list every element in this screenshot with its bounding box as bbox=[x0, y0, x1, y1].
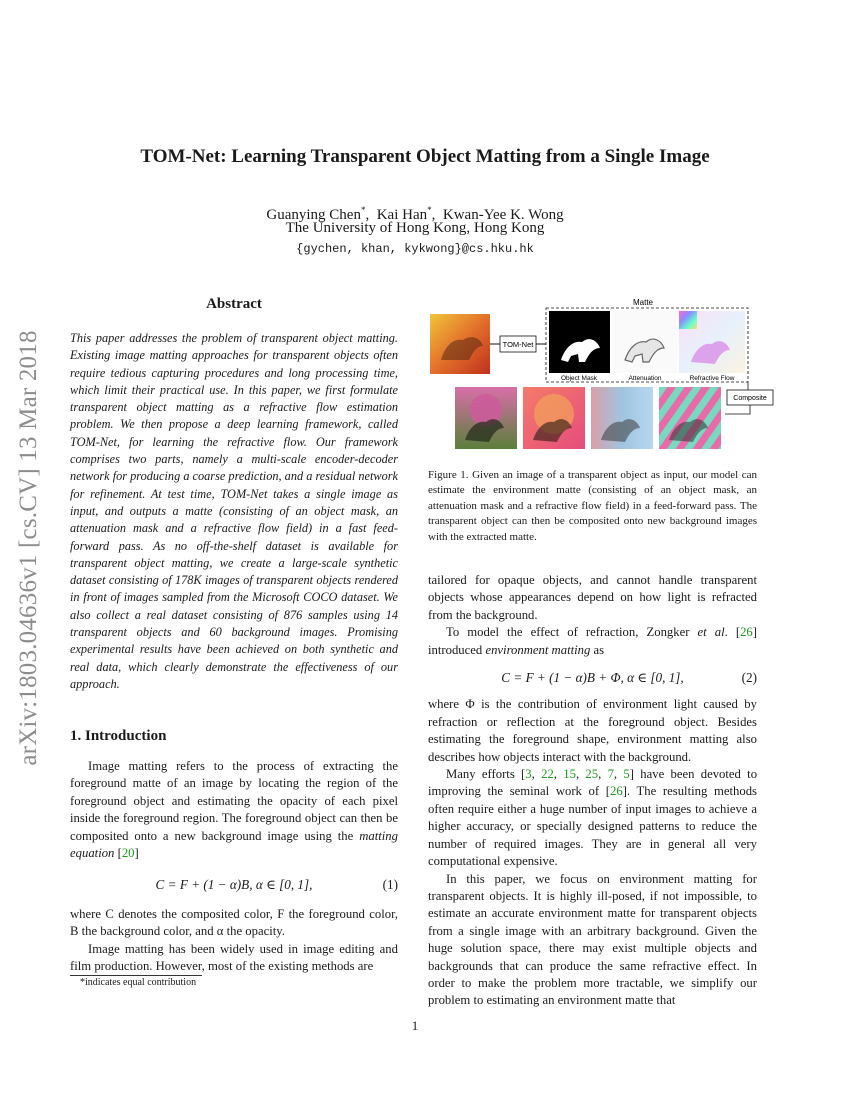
figure-1 bbox=[425, 294, 775, 456]
intro-paragraph: where C denotes the composited color, F the foreground color, B the background color, and α the opacity. bbox=[70, 906, 398, 939]
citation-link[interactable]: 5 bbox=[623, 767, 630, 782]
equation-2: C = F + (1 − α)B + Φ, α ∈ [0, 1], (2) bbox=[501, 670, 757, 686]
abstract-heading: Abstract bbox=[206, 296, 262, 312]
author-name: Kwan-Yee K. Wong bbox=[442, 207, 564, 223]
section-heading-introduction: 1. Introduction bbox=[70, 728, 167, 744]
footnote-rule bbox=[70, 975, 202, 976]
page-number: 1 bbox=[411, 1018, 419, 1033]
body-paragraph: To model the effect of refraction, Zongker et al. [26] introduced environment matting as bbox=[428, 625, 757, 657]
body-paragraph: In this paper, we focus on environment matting for transparent objects. It is highly ill-posed, if not impossible, to estimate an accurate environment matte for transparent objects from a single image with an arbitrary background. Given the huge solution space, there may exist multiple objects and backgrounds that can produce the same refractive effect. In order to make the problem more tractable, we simplify our problem to estimating an environment matte that bbox=[428, 871, 757, 1008]
intro-paragraph: Image matting has been widely used in image editing and film production. However, most of the existing methods are bbox=[70, 941, 398, 974]
body-paragraph: where Φ is the contribution of environment light caused by refraction or reflection at the foreground object. Besides estimating the foreground shape, environment matting also describes how objects interact with the background. bbox=[428, 697, 757, 764]
author-emails: {gychen, khan, kykwong}@cs.hku.hk bbox=[296, 242, 534, 256]
arxiv-stamp bbox=[4, 288, 54, 808]
intro-column bbox=[70, 758, 398, 975]
citation-link[interactable]: 7 bbox=[607, 767, 614, 782]
author-list: Guanying Chen*, Kai Han*, Kwan-Yee K. Wong bbox=[266, 205, 564, 223]
abstract-text: This paper addresses the problem of transparent object matting. Existing image matting approaches for transparent objects often require tedious capturing procedures and long processing time, which limit their practical use. In this paper, we first formulate transparent object matting as a refractive flow estimation problem. We then propose a deep learning framework, called TOM-Net, for learning the refractive flow. Our framework comprises two parts, namely a multi-scale encoder-decoder network for producing a coarse prediction, and a residual network for refinement. At test time, TOM-Net takes a single image as input, and outputs a matte (consisting of an object mask, an attenuation mask and a refractive flow field) in a fast feed-forward pass. As no off-the-shelf dataset is available for transparent object matting, we create a large-scale synthetic dataset consisting of 178K images of transparent objects rendered in front of images sampled from the Microsoft COCO dataset. We also collect a real dataset consisting of 876 samples using 14 transparent objects and 60 background images. Promising experimental results have been achieved on both synthetic and real data, which clearly demonstrate the effectiveness of our approach. bbox=[70, 331, 398, 691]
arxiv-stamp-text: arXiv:1803.04636v1 [cs.CV] 13 Mar 2018 bbox=[15, 330, 42, 766]
label-refractive-flow: Refractive Flow bbox=[689, 375, 735, 382]
equation-1: C = F + (1 − α)B, α ∈ [0, 1], (1) bbox=[155, 877, 398, 893]
label-attenuation: Attenuation bbox=[628, 375, 662, 382]
intro-paragraph: Image matting refers to the process of extracting the foreground matte of an image by locating the region of the foreground object and estimating the opacity of each pixel inside the foreground region. The foreground object can then be composited onto a new background image using the matting equation [20] bbox=[70, 759, 398, 861]
right-column bbox=[428, 572, 757, 1010]
citation-link[interactable]: 22 bbox=[541, 767, 554, 782]
body-paragraph: tailored for opaque objects, and cannot handle transparent objects whose appearances depend on how light is refracted from the background. bbox=[428, 573, 757, 622]
citation-link[interactable]: 15 bbox=[563, 767, 576, 782]
author-name: Guanying Chen bbox=[266, 207, 361, 223]
color-wheel bbox=[679, 311, 697, 329]
citation-link[interactable]: 26 bbox=[610, 784, 623, 799]
affiliation: The University of Hong Kong, Hong Kong bbox=[285, 220, 545, 236]
label-object-mask: Object Mask bbox=[560, 375, 598, 382]
label-tomnet: TOM-Net bbox=[502, 340, 534, 349]
author-name: Kai Han bbox=[376, 207, 428, 223]
paper-title: TOM-Net: Learning Transparent Object Matting from a Single Image bbox=[140, 146, 710, 167]
body-paragraph: Many efforts [3, 22, 15, 25, 7, 5] have been devoted to improving the seminal work of [26]. The resulting methods often require either a huge number of input images to achieve a higher accuracy, or specially designed patterns to reduce the number of required images. They are in general all very computational expensive. bbox=[428, 767, 758, 869]
citation-link[interactable]: 3 bbox=[525, 767, 532, 782]
citation-link[interactable]: 20 bbox=[121, 846, 135, 861]
figure-caption: Figure 1. Given an image of a transparent object as input, our model can estimate the environment matte (consisting of an object mask, an attenuation mask and a refractive flow field) in a feed-forward pass. The transparent object can then be composited onto new background images with the extracted matte. bbox=[428, 469, 757, 543]
arrow-line bbox=[725, 405, 750, 414]
citation-link[interactable]: 25 bbox=[585, 767, 599, 782]
footnote: *indicates equal contribution bbox=[80, 977, 197, 988]
equation-number: (2) bbox=[741, 670, 757, 686]
equation-number: (1) bbox=[382, 877, 398, 893]
label-matte: Matte bbox=[632, 298, 654, 307]
citation-link[interactable]: 26 bbox=[740, 625, 753, 640]
label-composite: Composite bbox=[733, 395, 767, 402]
